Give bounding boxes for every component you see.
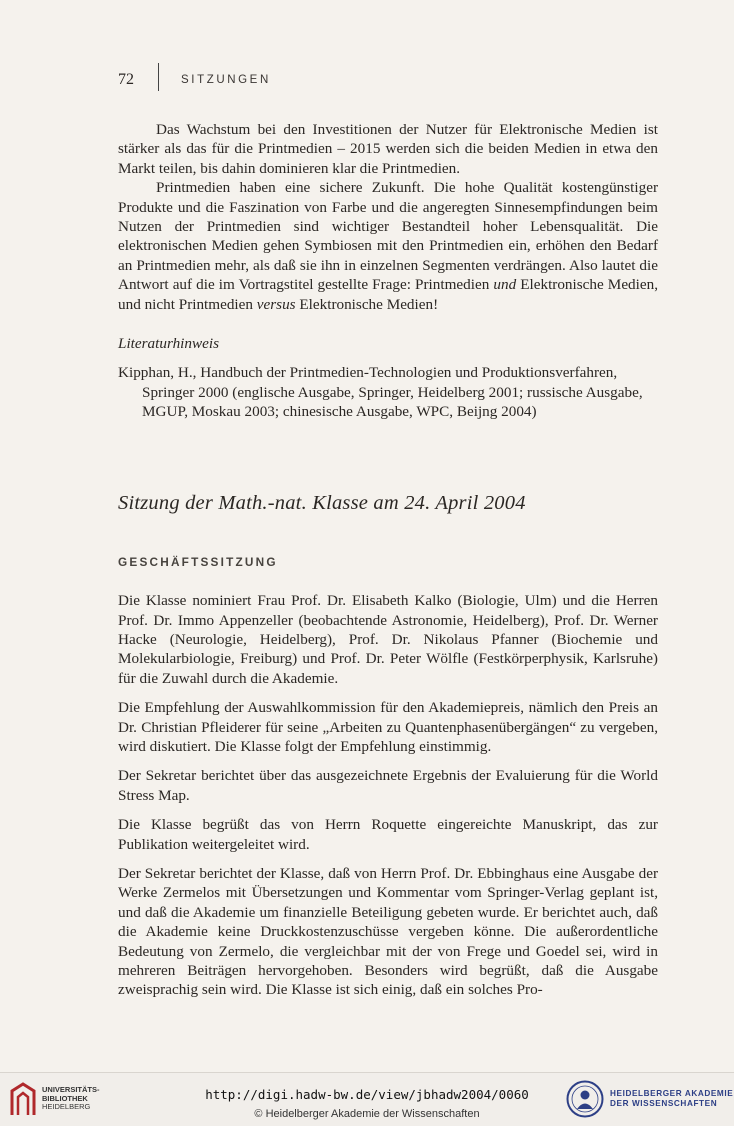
copyright-notice: © Heidelberger Akademie der Wissenschaften: [254, 1108, 480, 1120]
section-heading: GESCHÄFTSSITZUNG: [118, 554, 278, 569]
page-number: 72: [118, 71, 134, 88]
permalink-url[interactable]: http://digi.hadw-bw.de/view/jbhadw2004/0060: [205, 1087, 529, 1102]
body-paragraph: Printmedien haben eine sichere Zukunft. Die hohe Qualität kostengünstiger Produkte und die Faszination von Farbe und die angeregten Sinnesempfindungen beim Nutzen der Printmedien sind wichtiger Bestandteil hoher Lebensqualität. Die elektronischen Medien gehen Symbiosen mit den Printmedien ein, erhöhen den Bedarf an Printmedien mehr, als daß sie ihn in einzelnen Segmenten verdrängen. Also lautet die Antwort auf die im Vortragstitel gestellte Frage: Printmedien und Elektronische Medien, und nicht Printmedien versus Elektronische Medien!: [118, 179, 658, 313]
session-paragraph: Der Sekretar berichtet über das ausgezeichnete Ergebnis der Evaluierung für die World Stress Map.: [118, 767, 658, 804]
academy-seal-icon[interactable]: [566, 1080, 604, 1118]
academy-name[interactable]: HEIDELBERGER AKADEMIE DER WISSENSCHAFTEN: [610, 1089, 734, 1108]
running-title: SITZUNGEN: [181, 74, 271, 86]
session-paragraph: Die Klasse begrüßt das von Herrn Roquette eingereichte Manuskript, das zur Publikation weitergeleitet wird.: [118, 816, 658, 853]
session-paragraph: Die Klasse nominiert Frau Prof. Dr. Elisabeth Kalko (Biologie, Ulm) und die Herren Prof. Dr. Immo Appenzeller (beobachtende Astronomie, Heidelberg), Prof. Dr. Werner Hacke (Neurologie, Heidelberg), Prof. Dr. Nikolaus Pfanner (Biochemie und Molekularbiologie, Freiburg) und Prof. Dr. Peter Wölfle (Festkörperphysik, Karlsruhe) für die Zuwahl durch die Akademie.: [118, 592, 658, 687]
page-content: [118, 120, 658, 1000]
session-title: Sitzung der Math.-nat. Klasse am 24. April 2004: [118, 491, 526, 514]
literature-reference: Kipphan, H., Handbuch der Printmedien-Technologien und Produktionsverfahren, Springer 2000 (englische Ausgabe, Springer, Heidelberg 2001; russische Ausgabe, MGUP, Moskau 2003; chinesische Ausgabe, WPC, Beijng 2004): [118, 364, 643, 421]
session-paragraph: Die Empfehlung der Auswahlkommission für den Akademiepreis, nämlich den Preis an Dr. Christian Pfleiderer für seine „Arbeiten zu Quantenphasenübergängen“ zu vergeben, wird diskutiert. Die Klasse folgt der Empfehlung einstimmig.: [118, 699, 658, 755]
page-header: [118, 70, 271, 90]
header-divider: [158, 63, 159, 91]
literature-heading: Literaturhinweis: [118, 335, 219, 353]
body-paragraph: Das Wachstum bei den Investitionen der Nutzer für Elektronische Medien ist stärker als das für die Printmedien – 2015 werden sich die beiden Medien in etwa den Markt teilen, bis dahin dominieren klar die Printmedien.: [118, 121, 658, 177]
digitization-footer: [0, 1072, 734, 1126]
library-name[interactable]: UNIVERSITÄTS- BIBLIOTHEK HEIDELBERG: [42, 1085, 100, 1111]
session-paragraph: Der Sekretar berichtet der Klasse, daß von Herrn Prof. Dr. Ebbinghaus eine Ausgabe der Werke Zermelos mit Übersetzungen und Kommentar vom Springer-Verlag geplant ist, und daß die Akademie um finanzielle Beteiligung gebeten wurde. Er berichtet auch, daß die Akademie keine Druckkostenzuschüsse vergeben könne. Die außerordentliche Bedeutung von Zermelo, die vergleichbar mit der von Frege und Goedel sei, wird in mehreren Beiträgen hervorgehoben. Besonders wird begrüßt, daß die Ausgabe zweisprachig sein wird. Die Klasse ist sich einig, daß ein solches Pro-: [118, 864, 658, 999]
emphasis-versus: versus: [256, 295, 296, 313]
emphasis-und: und: [493, 276, 517, 294]
